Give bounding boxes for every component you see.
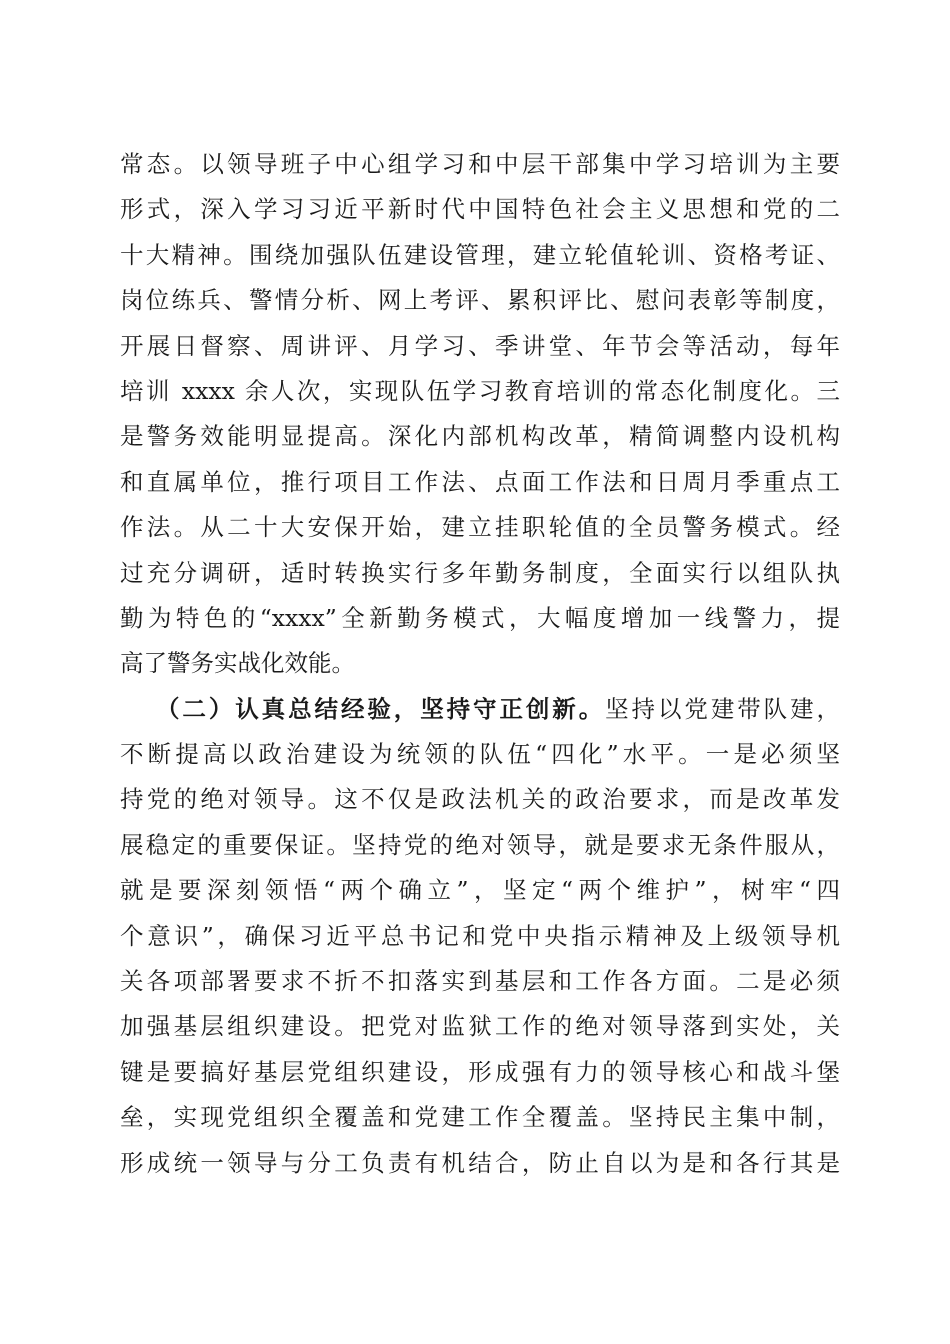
body-text xyxy=(120,142,840,1186)
text-line: 过充分调研，适时转换实行多年勤务制度，全面实行以组队执 xyxy=(120,558,840,587)
text-line: 就是要深刻领悟“两个确立”，坚定“两个维护”，树牢“四 xyxy=(120,876,840,905)
section-heading: （二）认真总结经验，坚持守正创新。 xyxy=(156,694,606,723)
text-line: 垒，实现党组织全覆盖和党建工作全覆盖。坚持民主集中制， xyxy=(120,1103,840,1132)
section-heading-line xyxy=(120,687,840,732)
text-line: 个意识”，确保习近平总书记和党中央指示精神及上级领导机 xyxy=(120,921,840,950)
text-line: 常态。以领导班子中心组学习和中层干部集中学习培训为主要 xyxy=(120,150,840,178)
text-line: 是警务效能明显提高。深化内部机构改革，精简调整内设机构 xyxy=(120,422,840,451)
text-line: 培训 xxxx 余人次，实现队伍学习教育培训的常态化制度化。三 xyxy=(120,376,840,405)
text-line: 形式，深入学习习近平新时代中国特色社会主义思想和党的二 xyxy=(120,195,840,224)
text-line: 岗位练兵、警情分析、网上考评、累积评比、慰问表彰等制度， xyxy=(120,286,840,315)
text-line: 高了警务实战化效能。 xyxy=(120,649,355,678)
section-heading-rest: 坚持以党建带队建， xyxy=(605,694,841,723)
text-line: 展稳定的重要保证。坚持党的绝对领导，就是要求无条件服从， xyxy=(120,830,840,859)
text-line: 十大精神。围绕加强队伍建设管理，建立轮值轮训、资格考证、 xyxy=(120,240,840,269)
text-line: 持党的绝对领导。这不仅是政法机关的政治要求，而是改革发 xyxy=(120,785,840,814)
text-line: 作法。从二十大安保开始，建立挂职轮值的全员警务模式。经 xyxy=(120,513,840,542)
text-line: 勤为特色的“xxxx”全新勤务模式，大幅度增加一线警力，提 xyxy=(120,603,840,632)
text-line: 键是要搞好基层党组织建设，形成强有力的领导核心和战斗堡 xyxy=(120,1057,840,1086)
text-line: 形成统一领导与分工负责有机结合，防止自以为是和各行其是 xyxy=(120,1148,840,1177)
text-line: 加强基层组织建设。把党对监狱工作的绝对领导落到实处，关 xyxy=(120,1012,840,1041)
text-line: 和直属单位，推行项目工作法、点面工作法和日周月季重点工 xyxy=(120,467,840,496)
text-line: 开展日督察、周讲评、月学习、季讲堂、年节会等活动，每年 xyxy=(120,331,840,360)
text-line: 不断提高以政治建设为统领的队伍“四化”水平。一是必须坚 xyxy=(120,740,840,769)
text-line: 关各项部署要求不折不扣落实到基层和工作各方面。二是必须 xyxy=(120,967,840,996)
